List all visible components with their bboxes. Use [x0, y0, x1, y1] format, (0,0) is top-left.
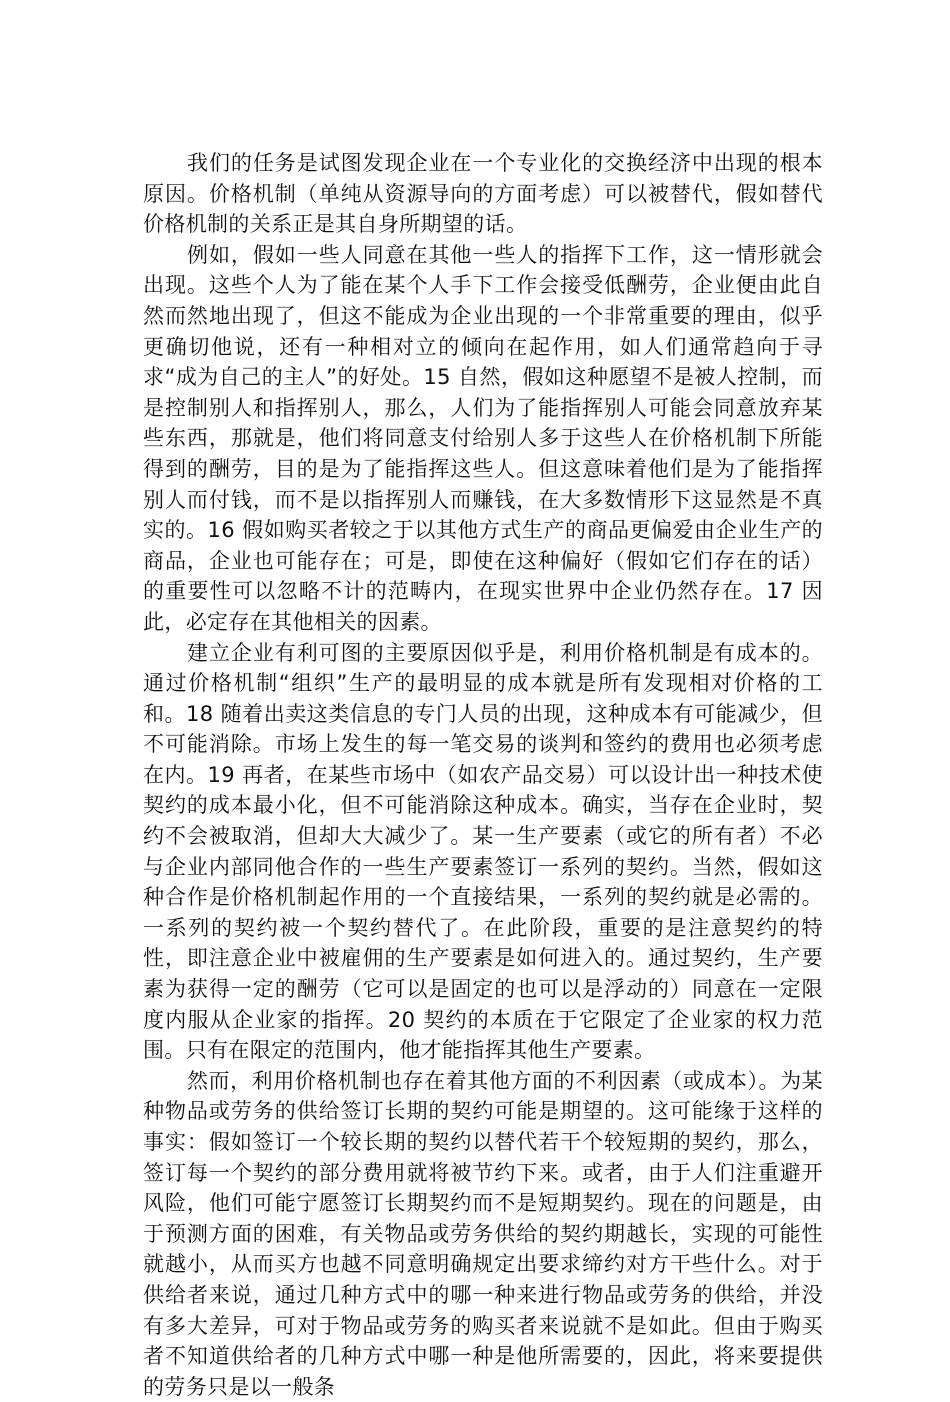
paragraph-2: 例如，假如一些人同意在其他一些人的指挥下工作，这一情形就会出现。这些个人为了能在某个人手下工作会接受低酬劳，企业便由此自然而然地出现了，但这不能成为企业出现的一个非常重要的理由，似乎更确切他说，还有一种相对立的倾向在起作用，如人们通常趋向于寻求“成为自己的主人”的好处。15 自然，假如这种愿望不是被人控制，而是控制别人和指挥别人，那么，人们为了能指挥别人可能会同意放弃某些东西，那就是，他们将同意支付给别人多于这些人在价格机制下所能得到的酬劳，目的是为了能指挥这些人。但这意味着他们是为了能指挥别人而付钱，而不是以指挥别人而赚钱，在大多数情形下这显然是不真实的。16 假如购买者较之于以其他方式生产的商品更偏爱由企业生产的商品，企业也可能存在；可是，即使在这种偏好（假如它们存在的话）的重要性可以忽略不计的范畴内，在现实世界中企业仍然存在。17 因此，必定存在其他相关的因素。	[143, 242, 823, 634]
paragraph-1: 我们的任务是试图发现企业在一个专业化的交换经济中出现的根本原因。价格机制（单纯从资源导向的方面考虑）可以被替代，假如替代价格机制的关系正是其自身所期望的话。	[143, 151, 823, 237]
body-text	[143, 148, 823, 1402]
paragraph-4: 然而，利用价格机制也存在着其他方面的不利因素（或成本）。为某种物品或劳务的供给签订长期的契约可能是期望的。这可能缘于这样的事实：假如签订一个较长期的契约以替代若干个较短期的契约，那么，签订每一个契约的部分费用就将被节约下来。或者，由于人们注重避开风险，他们可能宁愿签订长期契约而不是短期契约。现在的问题是，由于预测方面的困难，有关物品或劳务供给的契约期越长，实现的可能性就越小，从而买方也越不同意明确规定出要求缔约对方干些什么。对于供给者来说，通过几种方式中的哪一种来进行物品或劳务的供给，并没有多大差异，可对于物品或劳务的购买者来说就不是如此。但由于购买者不知道供给者的几种方式中哪一种是他所需要的，因此，将来要提供的劳务只是以一般条	[143, 1068, 823, 1399]
paragraph-3: 建立企业有利可图的主要原因似乎是，利用价格机制是有成本的。通过价格机制“组织”生产的最明显的成本就是所有发现相对价格的工和。18 随着出卖这类信息的专门人员的出现，这种成本有可能减少，但不可能消除。市场上发生的每一笔交易的谈判和签约的费用也必须考虑在内。19 再者，在某些市场中（如农产品交易）可以设计出一种技术使契约的成本最小化，但不可能消除这种成本。确实，当存在企业时，契约不会被取消，但却大大减少了。某一生产要素（或它的所有者）不必与企业内部同他合作的一些生产要素签订一系列的契约。当然，假如这种合作是价格机制起作用的一个直接结果，一系列的契约就是必需的。一系列的契约被一个契约替代了。在此阶段，重要的是注意契约的特性，即注意企业中被雇佣的生产要素是如何进入的。通过契约，生产要素为获得一定的酬劳（它可以是固定的也可以是浮动的）同意在一定限度内服从企业家的指挥。20 契约的本质在于它限定了企业家的权力范围。只有在限定的范围内，他才能指挥其他生产要素。	[143, 640, 823, 1063]
